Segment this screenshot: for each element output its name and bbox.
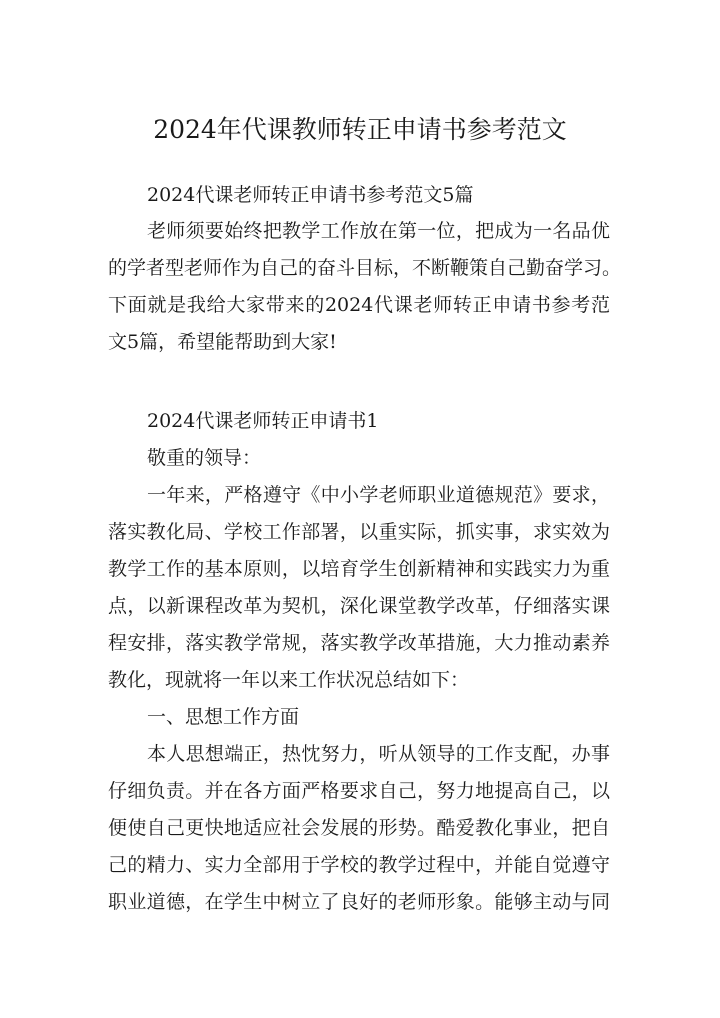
document-title: 2024年代课教师转正申请书参考范文 — [153, 115, 567, 144]
body-line: 己的精力、实力全部用于学校的教学过程中，并能自觉遵守 — [108, 854, 610, 876]
salutation: 敬重的领导： — [147, 447, 262, 469]
intro-line-2: 的学者型老师作为自己的奋斗目标，不断鞭策自己勤奋学习。 — [108, 257, 622, 279]
body-line: 教化，现就将一年以来工作状况总结如下： — [108, 669, 470, 691]
section-heading: 2024代课老师转正申请书1 — [147, 410, 379, 432]
subtitle-line: 2024代课老师转正申请书参考范文5篇 — [147, 184, 474, 206]
intro-line-3: 下面就是我给大家带来的2024代课老师转正申请书参考范 — [108, 294, 610, 316]
intro-line-1: 老师须要始终把教学工作放在第一位，把成为一名品优 — [147, 220, 610, 242]
body-line: 本人思想端正，热忱努力，听从领导的工作支配，办事 — [147, 743, 610, 765]
body-line: 教学工作的基本原则，以培育学生创新精神和实践实力为重 — [108, 558, 610, 580]
body-line: 一年来，严格遵守《中小学老师职业道德规范》要求， — [147, 484, 610, 506]
body-line: 便使自己更快地适应社会发展的形势。酷爱教化事业，把自 — [108, 817, 610, 839]
body-line: 落实教化局、学校工作部署，以重实际，抓实事，求实效为 — [108, 521, 610, 543]
body-line: 职业道德，在学生中树立了良好的老师形象。能够主动与同 — [108, 891, 610, 913]
body-line: 点，以新课程改革为契机，深化课堂教学改革，仔细落实课 — [108, 595, 610, 617]
subsection-heading: 一、思想工作方面 — [147, 706, 300, 728]
intro-line-4: 文5篇，希望能帮助到大家! — [108, 331, 337, 353]
body-line: 程安排，落实教学常规，落实教学改革措施，大力推动素养 — [108, 632, 610, 654]
body-line: 仔细负责。并在各方面严格要求自己，努力地提高自己，以 — [108, 780, 610, 802]
